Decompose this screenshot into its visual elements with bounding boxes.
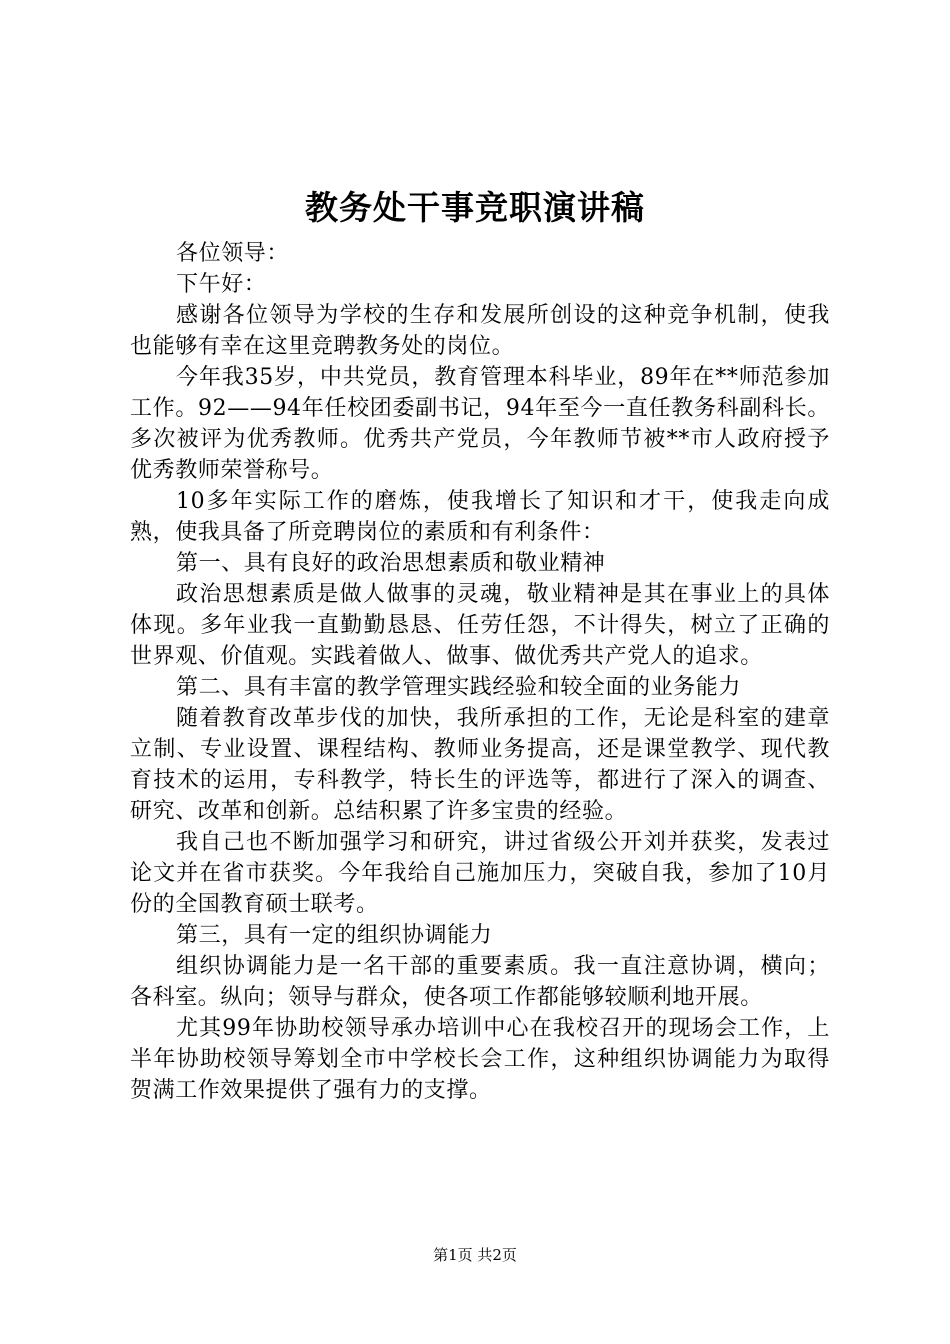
paragraph: 今年我35岁，中共党员，教育管理本科毕业，89年在**师范参加工作。92——94年任校团委副书记，94年至今一直任教务科副科长。多次被评为优秀教师。优秀共产党员，今年教师节被**市人政府授予优秀教师荣誉称号。 — [130, 365, 830, 483]
paragraph: 尤其99年协助校领导承办培训中心在我校召开的现场会工作，上半年协助校领导筹划全市中学校长会工作，这种组织协调能力为取得贺满工作效果提供了强有力的支撑。 — [130, 1016, 830, 1103]
section-heading: 第三，具有一定的组织协调能力 — [176, 923, 493, 948]
paragraph: 我自己也不断加强学习和研究，讲过省级公开刘并获奖，发表过论文并在省市获奖。今年我给自己施加压力，突破自我，参加了10月份的全国教育硕士联考。 — [130, 830, 830, 917]
paragraph: 政治思想素质是做人做事的灵魂，敬业精神是其在事业上的具体体现。多年业我一直勤勤恳恳、任劳任怨，不计得失，树立了正确的世界观、价值观。实践着做人、做事、做优秀共产党人的追求。 — [130, 582, 830, 669]
paragraph: 10多年实际工作的磨炼，使我增长了知识和才干，使我走向成熟，使我具备了所竞聘岗位的素质和有利条件： — [130, 489, 830, 545]
paragraph: 感谢各位领导为学校的生存和发展所创设的这种竞争机制，使我也能够有幸在这里竞聘教务处的岗位。 — [130, 303, 830, 359]
paragraph-greeting: 下午好： — [176, 272, 267, 297]
section-heading: 第二、具有丰富的教学管理实践经验和较全面的业务能力 — [176, 675, 742, 700]
paragraph-salutation: 各位领导： — [176, 241, 290, 266]
document-body — [130, 238, 830, 1106]
paragraph: 随着教育改革步伐的加快，我所承担的工作，无论是科室的建章立制、专业设置、课程结构、教师业务提高，还是课堂教学、现代教育技术的运用，专科教学，特长生的评选等，都进行了深入的调查、研究、改革和创新。总结积累了许多宝贵的经验。 — [130, 706, 830, 824]
page-footer: 第1页 共2页 — [433, 1246, 517, 1264]
section-heading: 第一、具有良好的政治思想素质和敬业精神 — [176, 551, 606, 576]
document-title: 教务处干事竞职演讲稿 — [305, 188, 645, 227]
paragraph: 组织协调能力是一名干部的重要素质。我一直注意协调，横向；各科室。纵向；领导与群众，使各项工作都能够较顺利地开展。 — [130, 954, 830, 1010]
